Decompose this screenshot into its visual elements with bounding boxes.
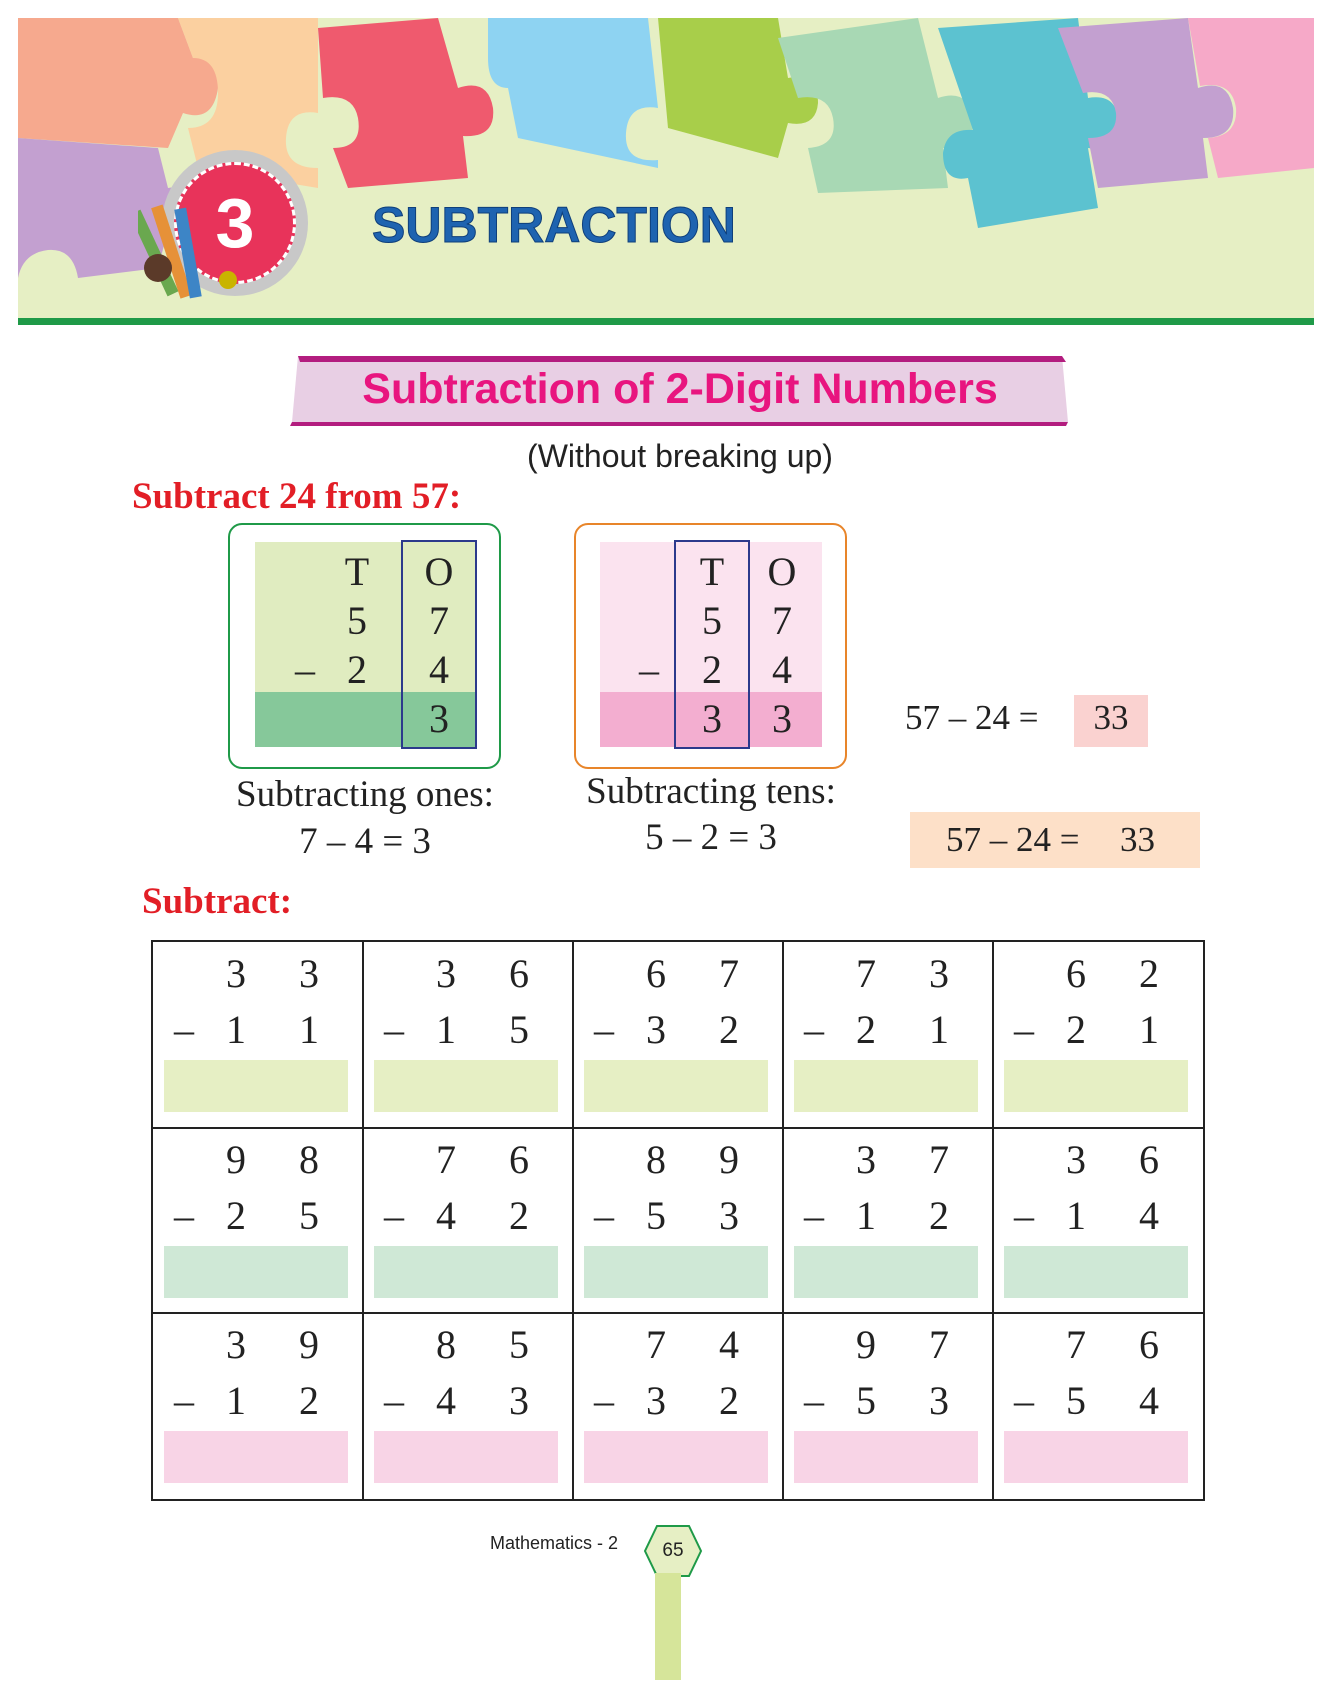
minuend-tens-digit: 3 [436, 951, 456, 996]
minuend-ones-digit: 6 [1139, 1322, 1159, 1368]
chapter-number: 3 [215, 184, 255, 262]
minus-sign: – [384, 1192, 404, 1238]
subtrahend-tens-digit: 5 [856, 1378, 876, 1424]
minus-sign: – [174, 1192, 194, 1238]
exercise-problem [573, 942, 783, 1128]
minuend-ones-digit: 7 [929, 1136, 949, 1182]
tens-result-tens: 3 [702, 696, 722, 741]
minuend-tens-digit: 8 [646, 1136, 666, 1182]
tens-minuend-ones: 7 [772, 598, 792, 643]
minuend-ones-digit: 7 [719, 951, 739, 996]
minuend-tens-digit: 7 [856, 951, 876, 996]
minuend-tens-digit: 9 [856, 1322, 876, 1368]
exercise-problem [363, 942, 573, 1128]
exercise-problem [153, 1313, 363, 1499]
minus-sign: – [174, 1007, 194, 1052]
exercise-heading: Subtract: [142, 881, 293, 922]
chapter-title: SUBTRACTION [372, 197, 736, 253]
subtrahend-ones-digit: 4 [1139, 1378, 1159, 1424]
subtrahend-tens-digit: 1 [1066, 1192, 1086, 1238]
answer-field[interactable] [164, 1431, 348, 1483]
tens-header-tens: T [699, 549, 725, 594]
minus-sign: – [1014, 1192, 1034, 1238]
answer-field[interactable] [794, 1431, 978, 1483]
answer-field[interactable] [164, 1246, 348, 1298]
minus-sign: – [804, 1192, 824, 1238]
exercise-problem [783, 1313, 993, 1499]
exercise-problem [993, 942, 1203, 1128]
exercise-problem [153, 942, 363, 1128]
answer-field[interactable] [1004, 1060, 1188, 1112]
minuend-ones-digit: 6 [1139, 1136, 1159, 1182]
subtrahend-tens-digit: 4 [436, 1378, 456, 1424]
subtrahend-tens-digit: 3 [646, 1378, 666, 1424]
minus-sign: – [594, 1192, 614, 1238]
subtrahend-tens-digit: 3 [646, 1007, 666, 1052]
minuend-ones-digit: 7 [929, 1322, 949, 1368]
minuend-ones-digit: 4 [719, 1322, 739, 1368]
exercise-problem [993, 1128, 1203, 1314]
minuend-tens-digit: 7 [646, 1322, 666, 1368]
subtrahend-tens-digit: 5 [646, 1192, 666, 1238]
tens-equation: 5 – 2 = 3 [645, 817, 777, 858]
answer-expression-1: 57 – 24 = [905, 698, 1039, 737]
tens-subtrahend-ones: 4 [772, 647, 792, 692]
answer-field[interactable] [584, 1431, 768, 1483]
minuend-tens-digit: 7 [436, 1136, 456, 1182]
answer-field[interactable] [374, 1431, 558, 1483]
section-title: Subtraction of 2-Digit Numbers [362, 365, 998, 413]
answer-result-2: 33 [1120, 820, 1155, 859]
banner-rule [18, 318, 1314, 325]
minuend-tens-digit: 3 [226, 951, 246, 996]
example-heading: Subtract 24 from 57: [132, 476, 462, 517]
minuend-ones-digit: 3 [299, 951, 319, 996]
minuend-ones-digit: 3 [929, 951, 949, 996]
minuend-tens-digit: 7 [1066, 1322, 1086, 1368]
subtrahend-ones-digit: 2 [719, 1378, 739, 1424]
minuend-ones-digit: 6 [509, 1136, 529, 1182]
subtrahend-tens-digit: 4 [436, 1192, 456, 1238]
subtrahend-tens-digit: 2 [856, 1007, 876, 1052]
answer-field[interactable] [374, 1060, 558, 1112]
minus-sign: – [594, 1007, 614, 1052]
answer-expression-2: 57 – 24 = [946, 820, 1080, 859]
ones-subtrahend-tens: 2 [347, 647, 367, 692]
ones-subtrahend-ones: 4 [429, 647, 449, 692]
subtrahend-ones-digit: 1 [929, 1007, 949, 1052]
ones-caption: Subtracting ones: [236, 774, 494, 815]
minuend-ones-digit: 9 [719, 1136, 739, 1182]
minuend-ones-digit: 9 [299, 1322, 319, 1368]
ones-header-tens: T [344, 549, 370, 594]
subtrahend-ones-digit: 3 [719, 1192, 739, 1238]
minuend-tens-digit: 3 [1066, 1136, 1086, 1182]
subtrahend-tens-digit: 1 [436, 1007, 456, 1052]
subtrahend-ones-digit: 1 [1139, 1007, 1159, 1052]
answer-field[interactable] [584, 1246, 768, 1298]
ones-minus-sign: – [295, 647, 315, 692]
exercise-problem [363, 1128, 573, 1314]
minus-sign: – [384, 1007, 404, 1052]
answer-field[interactable] [794, 1246, 978, 1298]
answer-result-1: 33 [1093, 698, 1129, 737]
minus-sign: – [1014, 1378, 1034, 1424]
tens-caption: Subtracting tens: [586, 771, 836, 812]
subtrahend-ones-digit: 2 [299, 1378, 319, 1424]
minuend-tens-digit: 8 [436, 1322, 456, 1368]
subtrahend-ones-digit: 1 [299, 1007, 319, 1052]
answer-field[interactable] [374, 1246, 558, 1298]
exercise-problem [573, 1313, 783, 1499]
minuend-tens-digit: 3 [226, 1322, 246, 1368]
minuend-tens-digit: 6 [1066, 951, 1086, 996]
subtrahend-tens-digit: 5 [1066, 1378, 1086, 1424]
exercise-problem [783, 1128, 993, 1314]
exercise-problem [153, 1128, 363, 1314]
ones-minuend-tens: 5 [347, 598, 367, 643]
answer-field[interactable] [164, 1060, 348, 1112]
minuend-ones-digit: 6 [509, 951, 529, 996]
exercise-grid [151, 940, 1205, 1501]
tens-result-ones: 3 [772, 696, 792, 741]
ones-header-ones: O [424, 549, 454, 594]
subtrahend-tens-digit: 2 [1066, 1007, 1086, 1052]
minuend-ones-digit: 5 [509, 1322, 529, 1368]
ones-result-ones: 3 [429, 696, 449, 741]
exercise-problem [363, 1313, 573, 1499]
subtrahend-ones-digit: 4 [1139, 1192, 1159, 1238]
minus-sign: – [1014, 1007, 1034, 1052]
subtrahend-ones-digit: 2 [509, 1192, 529, 1238]
minuend-tens-digit: 6 [646, 951, 666, 996]
answer-field[interactable] [584, 1060, 768, 1112]
ones-minuend-ones: 7 [429, 598, 449, 643]
minuend-tens-digit: 3 [856, 1136, 876, 1182]
tens-subtrahend-tens: 2 [702, 647, 722, 692]
exercise-problem [573, 1128, 783, 1314]
minus-sign: – [594, 1378, 614, 1424]
minuend-ones-digit: 2 [1139, 951, 1159, 996]
subtrahend-tens-digit: 2 [226, 1192, 246, 1238]
tens-minuend-tens: 5 [702, 598, 722, 643]
minuend-tens-digit: 9 [226, 1136, 246, 1182]
exercise-problem [783, 942, 993, 1128]
subtrahend-ones-digit: 3 [929, 1378, 949, 1424]
subtrahend-ones-digit: 2 [929, 1192, 949, 1238]
subtrahend-ones-digit: 5 [509, 1007, 529, 1052]
subtrahend-tens-digit: 1 [226, 1007, 246, 1052]
answer-field[interactable] [1004, 1431, 1188, 1483]
answer-field[interactable] [1004, 1246, 1188, 1298]
answer-field[interactable] [794, 1060, 978, 1112]
minus-sign: – [174, 1378, 194, 1424]
subtrahend-tens-digit: 1 [226, 1378, 246, 1424]
footer-book-title: Mathematics - 2 [490, 1533, 619, 1553]
stationery-icon [138, 198, 248, 318]
minus-sign: – [804, 1007, 824, 1052]
page-number: 65 [662, 1540, 684, 1561]
subtrahend-ones-digit: 5 [299, 1192, 319, 1238]
subtrahend-ones-digit: 3 [509, 1378, 529, 1424]
ones-equation: 7 – 4 = 3 [299, 821, 431, 862]
minuend-ones-digit: 8 [299, 1136, 319, 1182]
subtrahend-ones-digit: 2 [719, 1007, 739, 1052]
section-subtitle: (Without breaking up) [527, 438, 833, 474]
exercise-problem [993, 1313, 1203, 1499]
tens-minus-sign: – [639, 647, 659, 692]
tens-header-ones: O [767, 549, 797, 594]
footer-tab [655, 1573, 681, 1680]
subtrahend-tens-digit: 1 [856, 1192, 876, 1238]
minus-sign: – [804, 1378, 824, 1424]
minus-sign: – [384, 1378, 404, 1424]
